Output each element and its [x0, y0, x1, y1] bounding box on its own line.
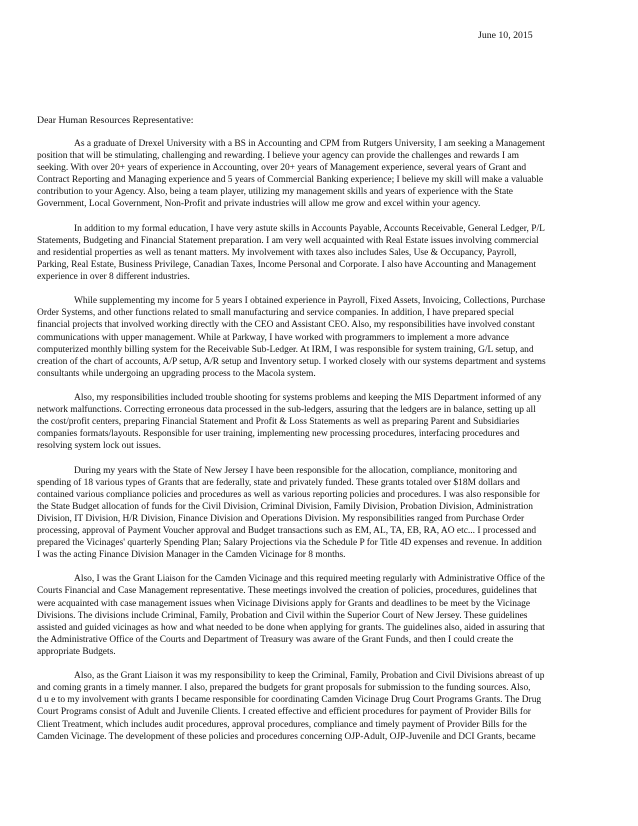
paragraph-line: were acquainted with case management issues when Vicinage Divisions apply for Grants and deadlines to be meet by the Vicinage [37, 598, 531, 609]
paragraph-line: Statements, Budgeting and Financial Statement preparation. I am very well acquainted with Real Estate issues involving commercial [37, 235, 539, 246]
paragraph-line: creation of the chart of accounts, A/P setup, A/R setup and Inventory setup. I worked closely with our systems department and systems [37, 356, 546, 367]
paragraph-line: Court Programs consist of Adult and Juvenile Clients. I created effective and efficient procedures for payment of Provider Bills for [37, 707, 531, 718]
paragraph-line: the State Budget allocation of funds for the Civil Division, Criminal Division, Family Division, Probation Division, Administration [37, 501, 533, 512]
paragraph-line: contained various compliance policies and procedures as well as various reporting policies and procedures. I was also responsible for [37, 489, 540, 500]
body-paragraph [37, 223, 605, 283]
paragraph-line: Also, my responsibilities included trouble shooting for systems problems and keeping the MIS Department informed of any [74, 392, 542, 403]
paragraph-line: consultants while undergoing an upgrading process to the Macola system. [37, 368, 316, 379]
paragraph-line: spending of 18 various types of Grants that are federally, state and privately funded. These grants totaled over $18M dollars and [37, 477, 521, 488]
body-paragraph [37, 573, 605, 658]
paragraph-line: and coming grants in a timely manner. I also, prepared the budgets for grant proposals for submission to the funding sources. Also, [37, 683, 531, 694]
paragraph-line: d u e to my involvement with grants I became responsible for coordinating Camden Vicinage Drug Court Programs Grants. The Drug [37, 695, 542, 706]
body-paragraph [37, 138, 605, 211]
paragraph-line: Government, Local Government, Non-Profit and private industries will allow me grow and excel within your agency. [37, 199, 481, 210]
paragraph-line: assisted and guided vicinages as how and what needed to be done when applying for grants. The guidelines also, aided in assuring that [37, 622, 545, 633]
body-paragraph [37, 465, 605, 562]
paragraph-line: While supplementing my income for 5 years I obtained experience in Payroll, Fixed Assets, Invoicing, Collections, Purchase [74, 296, 546, 307]
paragraph-line: processing, approval of Payment Voucher approval and Budget transactions such as EM, AL, TA, EB, RA, AO etc... I processed and [37, 526, 537, 536]
letter-date: June 10, 2015 [478, 30, 533, 41]
letter-body [37, 138, 605, 755]
paragraph-line: and residential properties as well as tenant matters. My involvement with taxes also includes Sales, Use & Occupancy, Payroll, [37, 247, 517, 258]
paragraph-line: appropriate Budgets. [37, 646, 116, 657]
paragraph-line: Order Systems, and other functions related to small manufacturing and service companies. In addition, I have prepared special [37, 308, 514, 319]
paragraph-line: As a graduate of Drexel University with a BS in Accounting and CPM from Rutgers University, I am seeking a Management [74, 139, 545, 149]
paragraph-line: resolving system lock out issues. [37, 441, 161, 452]
paragraph-line: Courts Financial and Case Management representative. These meetings involved the creation of policies, procedures, guidelines that [37, 586, 537, 597]
paragraph-line: companies formats/layouts. Responsible for user training, implementing new processing procedures, interfacing procedures and [37, 429, 520, 440]
body-paragraph [37, 295, 605, 380]
paragraph-line: seeking. With over 20+ years of experience in Accounting, over 20+ years of Management experience, several years of Grant and [37, 163, 527, 174]
paragraph-line: network malfunctions. Correcting erroneous data processed in the sub-ledgers, assuring that the ledgers are in balance, setting up all [37, 405, 536, 416]
paragraph-line: prepared the Vicinages' quarterly Spending Plan; Salary Projections via the Schedule P for Title 4D expenses and revenue. In addition [37, 538, 542, 549]
paragraph-line: Division, IT Division, H/R Division, Finance Division and Operations Division. My responsibilities ranged from Purchase Order [37, 513, 525, 524]
paragraph-line: financial projects that involved working directly with the CEO and Assistant CEO. Also, my responsibilities have involved constant [37, 320, 535, 331]
paragraph-line: I was the acting Finance Division Manager in the Camden Vicinage for 8 months. [37, 550, 346, 561]
body-paragraph [37, 392, 605, 452]
paragraph-line: position that will be stimulating, challenging and rewarding. I believe your agency can provide the challenges and rewards I am [37, 151, 519, 162]
paragraph-line: contribution to your Agency. Also, being a team player, utilizing my management skills and years of experience with the State [37, 187, 514, 198]
body-paragraph [37, 670, 605, 743]
paragraph-line: the Administrative Office of the Courts and Department of Treasury was aware of the Grant Funds, and then I could create the [37, 634, 514, 645]
paragraph-line: experience in over 8 different industries. [37, 272, 190, 283]
salutation: Dear Human Resources Representative: [37, 115, 194, 126]
paragraph-line: Parking, Real Estate, Business Privilege, Canadian Taxes, Income Personal and Corporate. I also have Accounting and Management [37, 259, 536, 270]
paragraph-line: communications with upper management. While at Parkway, I have worked with programmers to implement a more advance [37, 332, 509, 343]
paragraph-line: In addition to my formal education, I have very astute skills in Accounts Payable, Accounts Receivable, General Ledger, P/L [74, 223, 545, 234]
paragraph-line: Camden Vicinage. The development of these policies and procedures concerning OJP-Adult, OJP-Juvenile and DCI Grants, became [37, 731, 536, 742]
paragraph-line: computerized monthly billing system for the Receivable Sub-Ledger. At IRM, I was responsible for system training, G/L setup, and [37, 344, 534, 355]
paragraph-line: Also, I was the Grant Liaison for the Camden Vicinage and this required meeting regularly with Administrative Office of the [74, 574, 545, 585]
paragraph-line: Client Treatment, which includes audit procedures, approval procedures, compliance and timely payment of Provider Bills for the [37, 719, 527, 730]
paragraph-line: Contract Reporting and Managing experience and 5 years of Commercial Banking experience; I believe my skill will make a valuable [37, 175, 544, 186]
paragraph-line: During my years with the State of New Jersey I have been responsible for the allocation, compliance, monitoring and [74, 465, 517, 476]
paragraph-line: the cost/profit centers, preparing Financial Statement and Profit & Loss Statements as well as preparing Parent and Subsidiaries [37, 417, 520, 428]
paragraph-line: Divisions. The divisions include Criminal, Family, Probation and Civil within the Superior Court of New Jersey. These guidelines [37, 610, 528, 621]
paragraph-line: Also, as the Grant Liaison it was my responsibility to keep the Criminal, Family, Probation and Civil Divisions abreast of up [74, 671, 545, 682]
